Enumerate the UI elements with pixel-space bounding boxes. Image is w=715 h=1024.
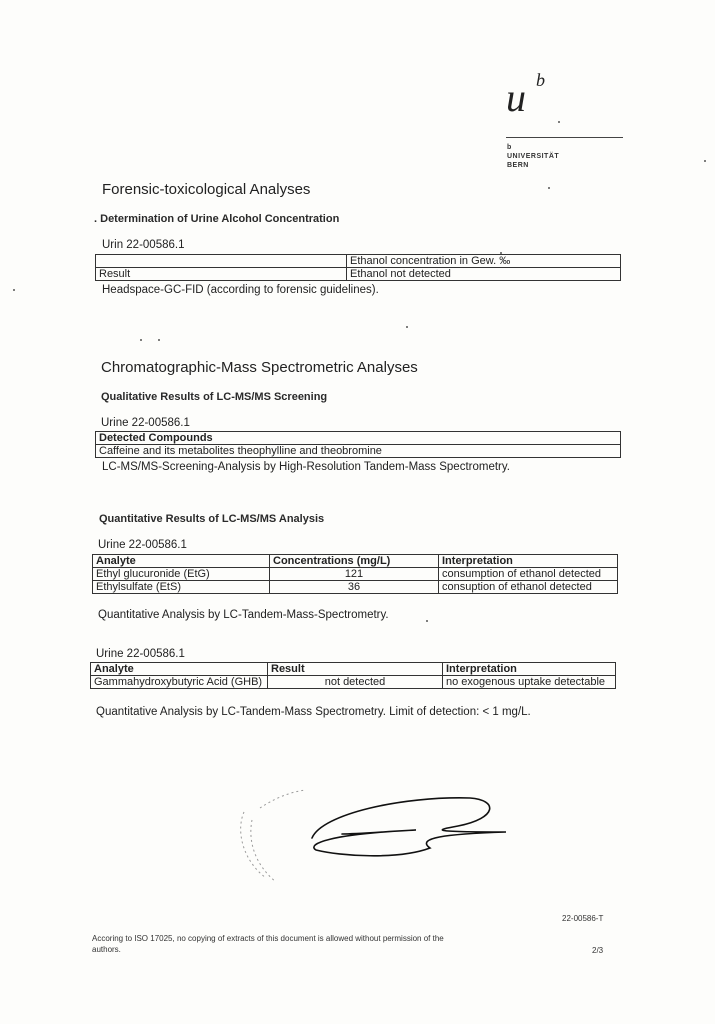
table-cell-analyte: Ethyl glucuronide (EtG): [93, 568, 270, 581]
scan-speckle: [548, 187, 550, 189]
table-row: [93, 555, 618, 568]
scan-speckle: [158, 339, 160, 341]
table-cell-result: not detected: [268, 676, 443, 689]
scan-speckle: [558, 121, 560, 123]
table-header-ethanol: Ethanol concentration in Gew. ‰: [347, 255, 621, 268]
table-cell-result-value: Ethanol not detected: [347, 268, 621, 281]
scan-speckle: [406, 326, 408, 328]
stamp-smudge: [241, 790, 306, 882]
table-cell-empty: [96, 255, 347, 268]
table-row: [96, 255, 621, 268]
section1-subtitle-text: Determination of Urine Alcohol Concentration: [100, 213, 340, 225]
table-header-result: Result: [268, 663, 443, 676]
logo-rule: [506, 137, 623, 138]
section1-title: Forensic-toxicological Analyses: [102, 181, 311, 198]
logo-superscript: b: [536, 70, 545, 90]
logo-line2: BERN: [507, 162, 529, 169]
table-header-detected: Detected Compounds: [96, 432, 621, 445]
alcohol-table: [95, 254, 621, 281]
qual-subtitle: Qualitative Results of LC-MS/MS Screening: [101, 391, 328, 403]
table-row: [96, 268, 621, 281]
quant-method: Quantitative Analysis by LC-Tandem-Mass-Spectrometry.: [98, 609, 389, 621]
table-row: [93, 581, 618, 594]
table-cell-analyte: Gammahydroxybutyric Acid (GHB): [91, 676, 268, 689]
logo-line1: UNIVERSITÄT: [507, 153, 560, 160]
section1-method: Headspace-GC-FID (according to forensic guidelines).: [102, 284, 379, 296]
footer-notice: Accoring to ISO 17025, no copying of extracts of this document is allowed without permission of the authors.: [92, 934, 444, 954]
scan-speckle: [704, 160, 706, 162]
qualitative-table: [95, 431, 621, 458]
table-cell-interpretation: no exogenous uptake detectable: [443, 676, 616, 689]
logo-small-b: b: [507, 144, 512, 151]
logo-glyph: u: [506, 75, 526, 120]
footer-page-number: 2/3: [592, 946, 604, 955]
table-cell-interpretation: consuption of ethanol detected: [439, 581, 618, 594]
ghb-method: Quantitative Analysis by LC-Tandem-Mass Spectrometry. Limit of detection: < 1 mg/L.: [96, 706, 531, 718]
table-cell-concentration: 36: [270, 581, 439, 594]
scan-speckle: [13, 289, 15, 291]
table-header-interpretation: Interpretation: [439, 555, 618, 568]
footer-doc-id: 22-00586-T: [562, 914, 604, 923]
section1-sample: Urin 22-00586.1: [102, 239, 185, 251]
signature: [230, 760, 520, 900]
section2-title: Chromatographic-Mass Spectrometric Analyses: [101, 359, 418, 376]
qual-sample: Urine 22-00586.1: [101, 417, 190, 429]
table-cell-result-label: Result: [96, 268, 347, 281]
qual-method: LC-MS/MS-Screening-Analysis by High-Resolution Tandem-Mass Spectrometry.: [102, 461, 510, 473]
section1-subtitle: . Determination of Urine Alcohol Concentration: [94, 213, 340, 225]
table-cell-interpretation: consumption of ethanol detected: [439, 568, 618, 581]
quant-sample: Urine 22-00586.1: [98, 539, 187, 551]
table-cell-analyte: Ethylsulfate (EtS): [93, 581, 270, 594]
table-header-analyte: Analyte: [93, 555, 270, 568]
scan-speckle: [140, 339, 142, 341]
table-header-analyte: Analyte: [91, 663, 268, 676]
table-row: [96, 445, 621, 458]
table-row: [91, 663, 616, 676]
quant-subtitle: Quantitative Results of LC-MS/MS Analysis: [99, 513, 325, 525]
table-row: [96, 432, 621, 445]
table-cell-concentration: 121: [270, 568, 439, 581]
table-row: [93, 568, 618, 581]
scan-speckle: [426, 620, 428, 622]
table-cell-compounds: Caffeine and its metabolites theophylline and theobromine: [96, 445, 621, 458]
table-row: [91, 676, 616, 689]
ghb-sample: Urine 22-00586.1: [96, 648, 185, 660]
table-header-interpretation: Interpretation: [443, 663, 616, 676]
signature-stroke: [312, 798, 506, 856]
scan-speckle: [500, 252, 502, 254]
table-header-concentration: Concentrations (mg/L): [270, 555, 439, 568]
quantitative-table: [92, 554, 618, 594]
logo-name: [507, 143, 559, 170]
ghb-table: [90, 662, 616, 689]
